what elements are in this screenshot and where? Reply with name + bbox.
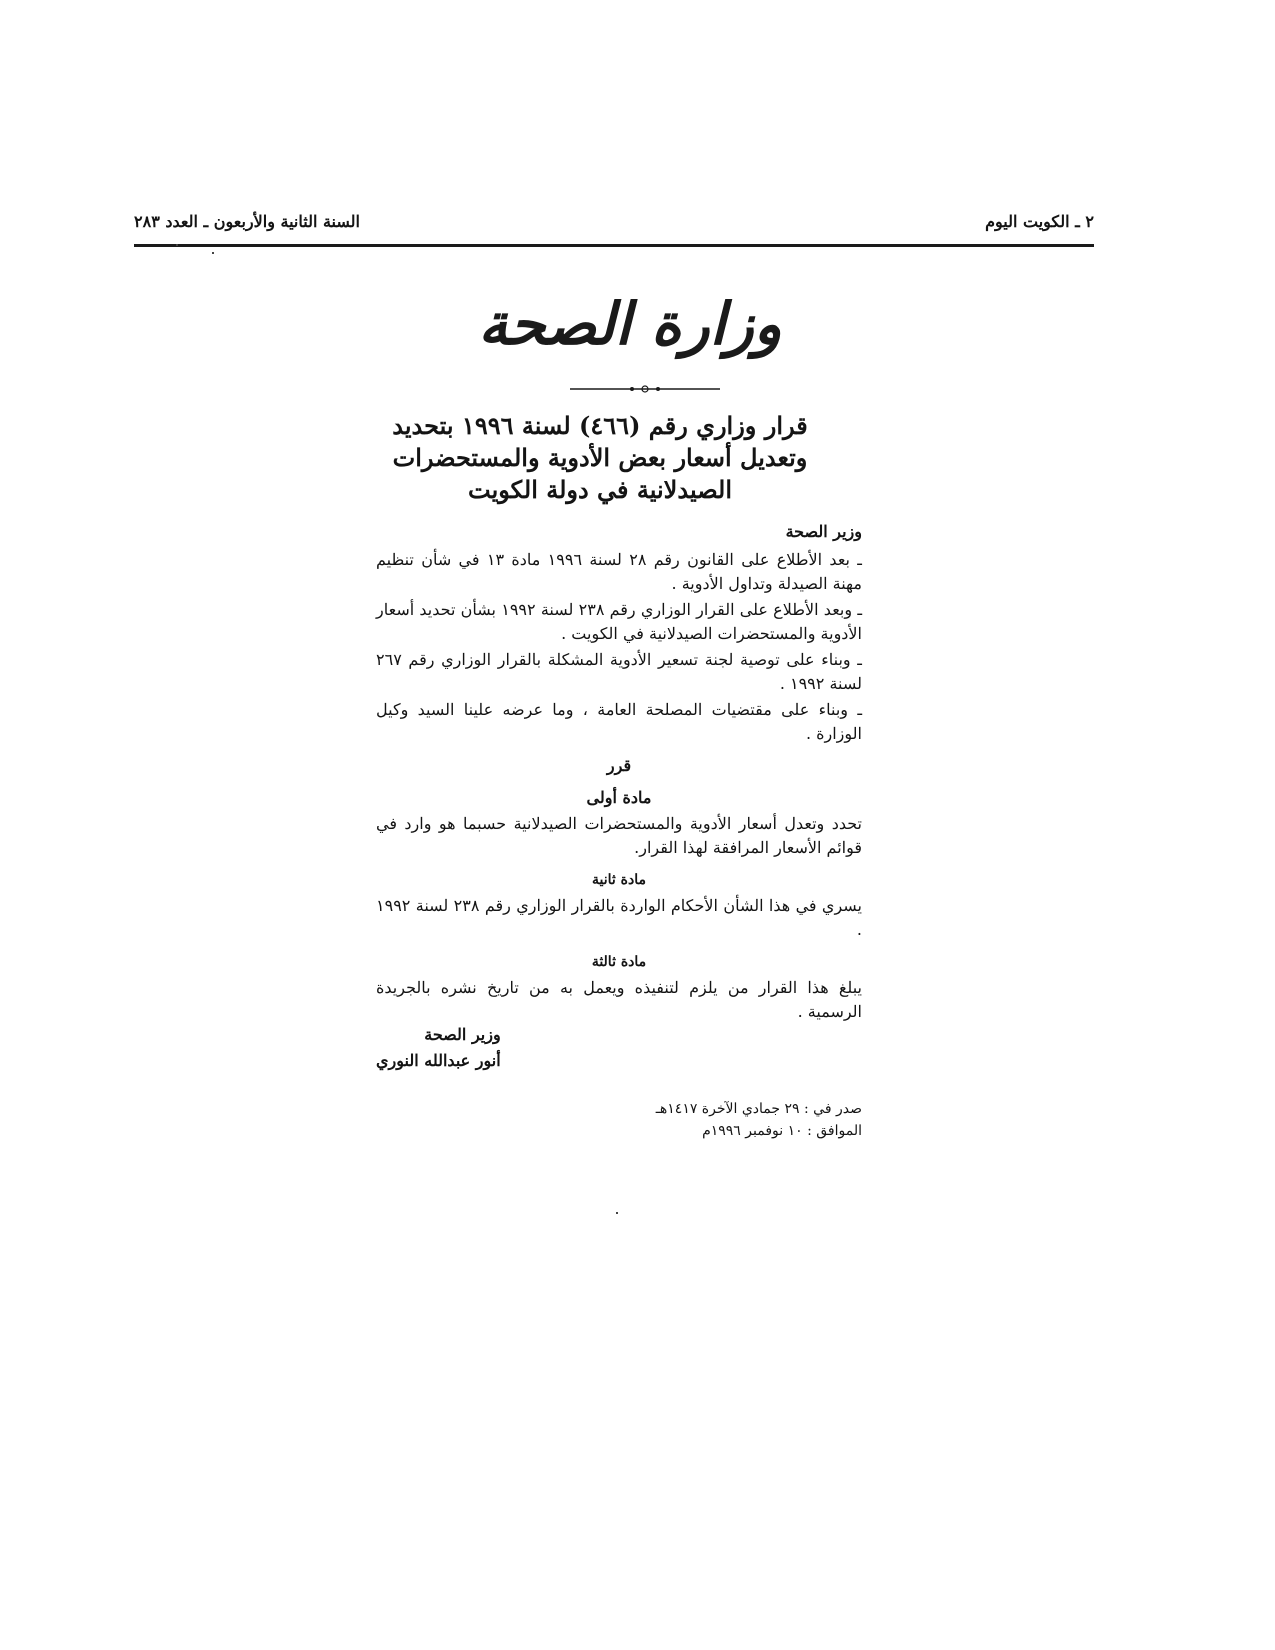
ministry-logo-text: وزارة الصحة — [478, 290, 782, 358]
preamble-paragraph: ـ بعد الأطلاع على القانون رقم ٢٨ لسنة ١٩٩٦ مادة ١٣ في شأن تنظيم مهنة الصيدلة وتداول الأدوية . — [376, 550, 862, 593]
issuer-title: وزير الصحة — [785, 522, 862, 541]
signatory-title: وزير الصحة — [424, 1025, 501, 1044]
article-text: تحدد وتعدل أسعار الأدوية والمستحضرات الصيدلانية حسبما هو وارد في قوائم الأسعار المرافقة لهذا القرار. — [376, 814, 862, 857]
article-heading: مادة ثانية — [592, 872, 646, 888]
running-header — [134, 208, 1094, 247]
scan-speck — [616, 1212, 618, 1214]
issue-date — [640, 1098, 862, 1142]
preamble-paragraph: ـ وبعد الأطلاع على القرار الوزاري رقم ٢٣٨ لسنة ١٩٩٢ بشأن تحديد أسعار الأدوية والمستحضرات الصيدلانية في الكويت . — [376, 600, 862, 643]
article-text: يسري في هذا الشأن الأحكام الواردة بالقرار الوزاري رقم ٢٣٨ لسنة ١٩٩٢ . — [376, 896, 862, 939]
scan-speck — [176, 244, 178, 246]
decree-title-line: وتعديل أسعار بعض الأدوية والمستحضرات — [392, 443, 808, 472]
decree-title-line: الصيدلانية في دولة الكويت — [468, 475, 732, 504]
decided-heading: قرر — [606, 756, 632, 775]
issue-date-hijri: صدر في : ٢٩ جمادي الآخرة ١٤١٧هـ — [655, 1101, 862, 1117]
decree-title-line: قرار وزاري رقم (٤٦٦) لسنة ١٩٩٦ بتحديد — [392, 411, 808, 440]
signature-block — [376, 1022, 862, 1074]
scan-speck — [212, 252, 214, 254]
article-heading: مادة ثالثة — [591, 954, 647, 970]
header-issue-label: السنة الثانية والأربعون ـ العدد ٢٨٣ — [134, 212, 360, 231]
signatory-name: أنور عبدالله النوري — [376, 1051, 501, 1070]
preamble-paragraph: ـ وبناء على مقتضيات المصلحة العامة ، وما عرضه علينا السيد وكيل الوزارة . — [376, 700, 862, 743]
article-heading: مادة أولى — [586, 788, 652, 807]
decree-title — [380, 410, 820, 506]
preamble-paragraph: ـ وبناء على توصية لجنة تسعير الأدوية المشكلة بالقرار الوزاري رقم ٢٦٧ لسنة ١٩٩٢ . — [376, 650, 862, 693]
issue-date-gregorian: الموافق : ١٠ نوفمبر ١٩٩٦م — [702, 1123, 862, 1139]
article-text: يبلغ هذا القرار من يلزم لتنفيذه ويعمل به من تاريخ نشره بالجريدة الرسمية . — [376, 978, 862, 1021]
header-page-label: ٢ ـ الكويت اليوم — [985, 212, 1094, 231]
ornament-divider-icon — [570, 384, 720, 394]
decree-body — [376, 520, 862, 1028]
ministry-logo — [470, 284, 790, 404]
